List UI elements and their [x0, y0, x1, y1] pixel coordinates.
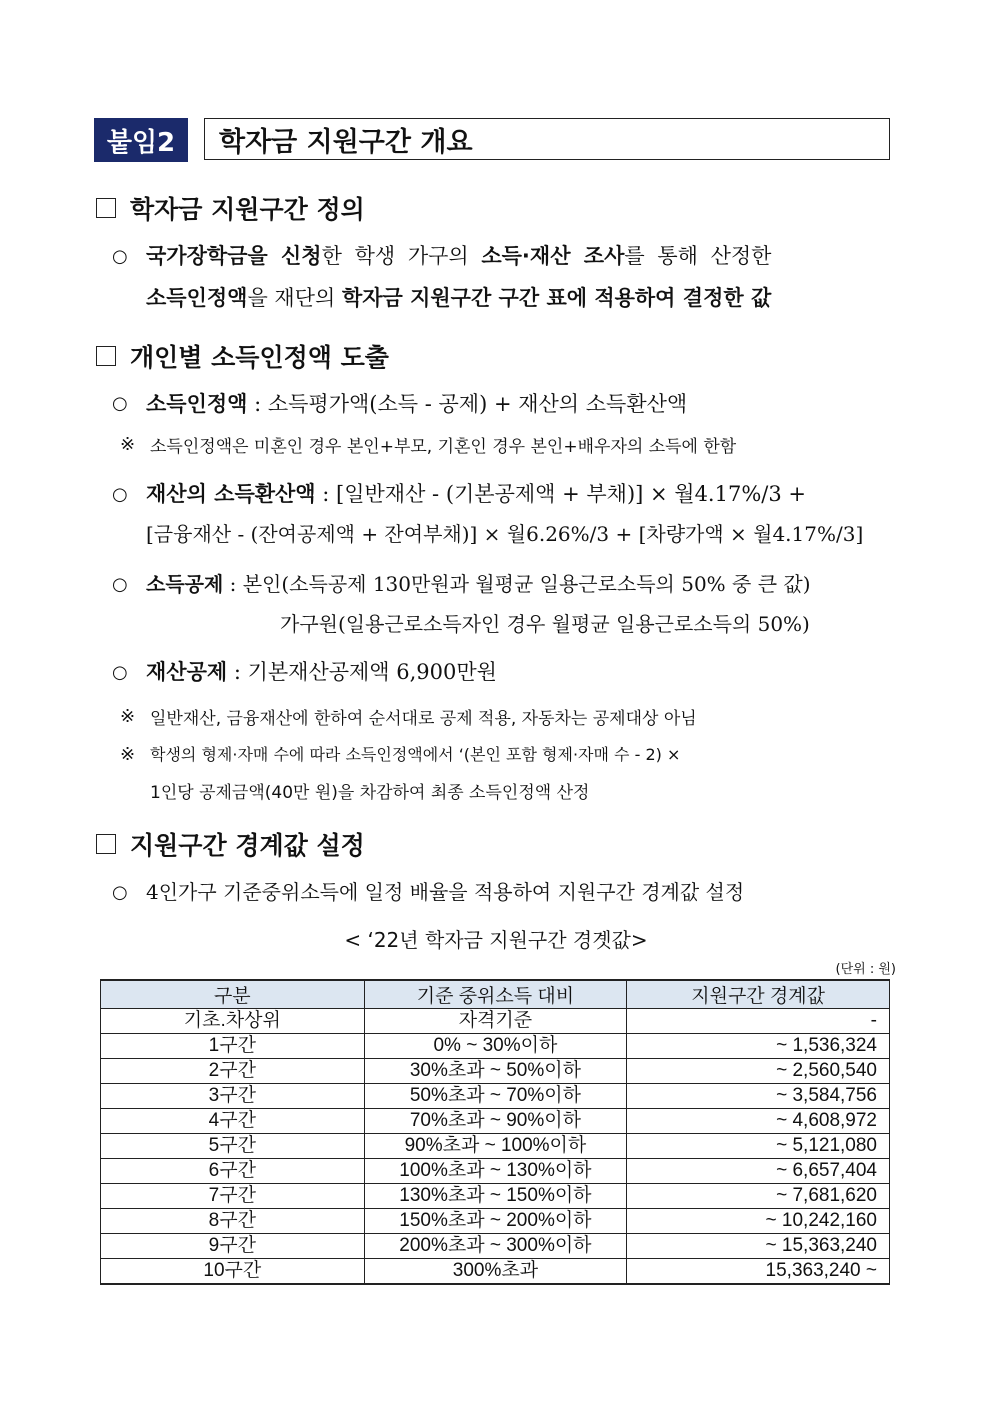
- band-name-cell: 5구간: [101, 1134, 365, 1159]
- square-bullet-icon: [96, 346, 116, 366]
- boundary-value-cell: ~ 1,536,324: [627, 1034, 890, 1059]
- text: 을 재단의: [247, 286, 342, 310]
- boundary-value-cell: ~ 6,657,404: [627, 1159, 890, 1184]
- attachment-badge: 붙임2: [94, 118, 188, 162]
- median-ratio-cell: 200%초과 ~ 300%이하: [364, 1234, 627, 1259]
- bold-text: 학자금 지원구간 구간 표에 적용하여 결정한 값: [341, 286, 772, 310]
- text: : [일반재산 - (기본공제액 + 부채)] × 월4.17%/3 +: [315, 482, 806, 506]
- band-name-cell: 6구간: [101, 1159, 365, 1184]
- header-boundary-value: 지원구간 경계값: [627, 980, 890, 1009]
- band-name-cell: 1구간: [101, 1034, 365, 1059]
- asset-conversion-line-2: [금융재산 - (잔여공제액 + 잔여부채)] × 월6.26%/3 + [차량가액 × 월4.17%/3]: [146, 522, 864, 546]
- circle-bullet-icon: ○: [112, 484, 128, 505]
- boundary-value-cell: ~ 15,363,240: [627, 1234, 890, 1259]
- table-row: [101, 1009, 890, 1034]
- median-ratio-cell: 130%초과 ~ 150%이하: [364, 1184, 627, 1209]
- band-name-cell: 기초.차상위: [101, 1009, 365, 1034]
- median-ratio-cell: 자격기준: [364, 1009, 627, 1034]
- bold-text: 재산의 소득환산액: [146, 482, 316, 506]
- boundary-value-cell: ~ 2,560,540: [627, 1059, 890, 1084]
- boundary-description: 4인가구 기준중위소득에 일정 배율을 적용하여 지원구간 경계값 설정: [146, 880, 745, 904]
- income-recognition-line: [146, 388, 687, 418]
- band-name-cell: 3구간: [101, 1084, 365, 1109]
- boundary-value-cell: ~ 10,242,160: [627, 1209, 890, 1234]
- median-ratio-cell: 70%초과 ~ 90%이하: [364, 1109, 627, 1134]
- header-median-ratio: 기준 중위소득 대비: [364, 980, 627, 1009]
- band-name-cell: 4구간: [101, 1109, 365, 1134]
- document-title: 학자금 지원구간 개요: [204, 118, 890, 160]
- band-name-cell: 9구간: [101, 1234, 365, 1259]
- section-heading-text: 학자금 지원구간 정의: [130, 195, 365, 224]
- bold-text: 소득인정액: [146, 392, 248, 416]
- table-row: [101, 1184, 890, 1209]
- income-deduction-line-2: 가구원(일용근로소득자인 경우 월평균 일용근로소득의 50%): [280, 612, 810, 636]
- median-ratio-cell: 50%초과 ~ 70%이하: [364, 1084, 627, 1109]
- median-ratio-cell: 150%초과 ~ 200%이하: [364, 1209, 627, 1234]
- bold-text: 소득인정액: [146, 286, 248, 310]
- asset-conversion-line-1: [146, 478, 806, 508]
- table-unit: (단위 : 원): [835, 962, 896, 977]
- table-row: [101, 1059, 890, 1084]
- table-row: [101, 1259, 890, 1285]
- circle-bullet-icon: ○: [112, 246, 128, 267]
- reference-mark-icon: ※: [120, 434, 136, 455]
- support-band-table: [100, 979, 890, 1285]
- section-heading-derivation: [96, 338, 389, 374]
- table-row: [101, 1084, 890, 1109]
- note-3-line-2: 1인당 공제금액(40만 원)을 차감하여 최종 소득인정액 산정: [150, 783, 590, 803]
- table-row: [101, 1034, 890, 1059]
- note-3-line-1: 학생의 형제·자매 수에 따라 소득인정액에서 ‘(본인 포함 형제·자매 수 - 2) ×: [150, 745, 681, 764]
- bold-text: 소득공제: [146, 572, 224, 596]
- boundary-value-cell: ~ 4,608,972: [627, 1109, 890, 1134]
- band-name-cell: 10구간: [101, 1259, 365, 1285]
- text: : 본인(소득공제 130만원과 월평균 일용근로소득의 50% 중 큰 값): [223, 572, 811, 596]
- text: : 소득평가액(소득 - 공제) + 재산의 소득환산액: [247, 392, 688, 416]
- median-ratio-cell: 0% ~ 30%이하: [364, 1034, 627, 1059]
- circle-bullet-icon: ○: [112, 393, 128, 414]
- bold-text: 소득·재산 조사: [481, 244, 625, 268]
- bold-text: 국가장학금을 신청: [146, 244, 322, 268]
- median-ratio-cell: 30%초과 ~ 50%이하: [364, 1059, 627, 1084]
- reference-mark-icon: ※: [120, 744, 136, 765]
- section-heading-text: 지원구간 경계값 설정: [130, 831, 365, 860]
- table-row: [101, 1109, 890, 1134]
- boundary-value-cell: ~ 7,681,620: [627, 1184, 890, 1209]
- table-row: [101, 1134, 890, 1159]
- table-header-row: [101, 980, 890, 1009]
- text: 한 학생 가구의: [321, 244, 482, 268]
- circle-bullet-icon: ○: [112, 574, 128, 595]
- table-row: [101, 1159, 890, 1184]
- section-heading-boundary: [96, 826, 365, 862]
- square-bullet-icon: [96, 834, 116, 854]
- reference-mark-icon: ※: [120, 706, 136, 727]
- table-row: [101, 1234, 890, 1259]
- section-heading-text: 개인별 소득인정액 도출: [130, 343, 389, 372]
- property-deduction-line: [146, 656, 497, 686]
- boundary-value-cell: ~ 5,121,080: [627, 1134, 890, 1159]
- table-caption: < ‘22년 학자금 지원구간 경곗값>: [344, 928, 648, 952]
- boundary-value-cell: -: [627, 1009, 890, 1034]
- definition-line-2: [146, 282, 771, 312]
- median-ratio-cell: 90%초과 ~ 100%이하: [364, 1134, 627, 1159]
- bold-text: 재산공제: [146, 660, 228, 684]
- boundary-value-cell: 15,363,240 ~: [627, 1259, 890, 1285]
- note-2: 일반재산, 금융재산에 한하여 순서대로 공제 적용, 자동차는 공제대상 아님: [150, 709, 697, 729]
- band-name-cell: 8구간: [101, 1209, 365, 1234]
- circle-bullet-icon: ○: [112, 662, 128, 683]
- table-row: [101, 1209, 890, 1234]
- band-name-cell: 7구간: [101, 1184, 365, 1209]
- median-ratio-cell: 300%초과: [364, 1259, 627, 1285]
- text: : 기본재산공제액 6,900만원: [227, 660, 497, 684]
- text: 를 통해 산정한: [624, 244, 772, 268]
- median-ratio-cell: 100%초과 ~ 130%이하: [364, 1159, 627, 1184]
- band-name-cell: 2구간: [101, 1059, 365, 1084]
- boundary-value-cell: ~ 3,584,756: [627, 1084, 890, 1109]
- header-category: 구분: [101, 980, 365, 1009]
- definition-line-1: [146, 240, 771, 270]
- square-bullet-icon: [96, 198, 116, 218]
- document-header: [94, 118, 892, 162]
- circle-bullet-icon: ○: [112, 882, 128, 903]
- income-deduction-line-1: [146, 568, 811, 597]
- section-heading-definition: [96, 190, 365, 226]
- note-1: 소득인정액은 미혼인 경우 본인+부모, 기혼인 경우 본인+배우자의 소득에 한함: [150, 437, 737, 457]
